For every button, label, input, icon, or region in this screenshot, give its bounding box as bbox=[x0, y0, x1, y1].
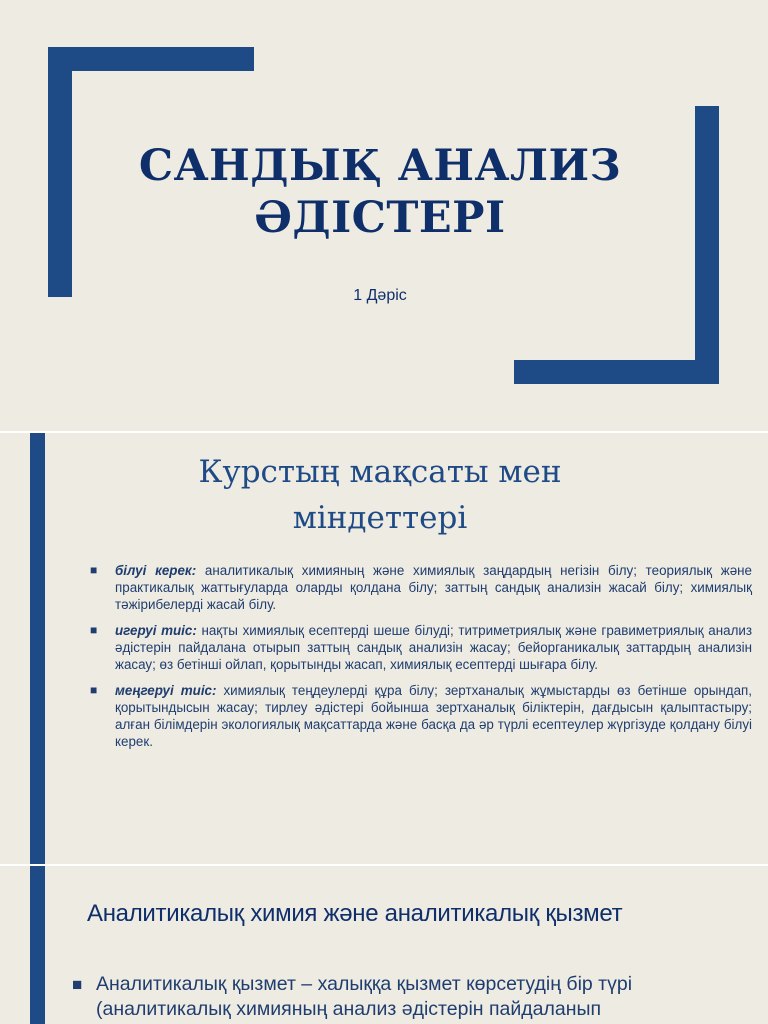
frame-bar-top-left-vertical bbox=[48, 47, 72, 297]
title-line: Курстың мақсаты мен bbox=[198, 454, 562, 490]
accent-bar-left bbox=[30, 433, 45, 864]
slide-heading bbox=[120, 449, 640, 541]
square-bullet-icon: ■ bbox=[90, 683, 98, 697]
goals-list bbox=[90, 562, 752, 759]
slide-title-heading bbox=[120, 140, 640, 244]
list-item bbox=[72, 972, 752, 1022]
lecture-number: 1 Дәріс bbox=[353, 287, 407, 304]
bullet-text-line: Аналитикалық қызмет – халыққа қызмет көрсетудің бір түрі bbox=[96, 973, 633, 995]
bullet-text: химиялық теңдеулерді құра білу; зертханалық жұмыстарды өз бетінше орындап, қорытындысын жасау; тирлеу әдістері бойынша зертханалық біліктерін, дағдысын қалыптастыру; алған білімдерін экологиялық мақсаттарда және басқа да әр түрлі есептеулер жүргізуде қолдану білуі керек. bbox=[115, 683, 752, 749]
list-item bbox=[90, 682, 752, 750]
bullet-term: игеруі тиіс: bbox=[115, 623, 197, 638]
accent-bar-left bbox=[30, 866, 45, 1024]
title-line: ӘДІСТЕРІ bbox=[254, 193, 506, 243]
list-item bbox=[90, 622, 752, 673]
list-item bbox=[90, 562, 752, 613]
slide-course-goals bbox=[0, 433, 768, 864]
title-line: САНДЫҚ АНАЛИЗ bbox=[138, 141, 622, 191]
bullet-term: білуі керек: bbox=[115, 563, 197, 578]
slide-heading: Аналитикалық химия және аналитикалық қызмет bbox=[87, 900, 623, 927]
frame-bar-top-left-horizontal bbox=[48, 47, 254, 71]
bullet-text-line: (аналитикалық химияның анализ әдістерін пайдаланып bbox=[96, 998, 602, 1020]
slide-title bbox=[0, 0, 768, 431]
bullet-text: нақты химиялық есептерді шеше білуді; титриметриялық және гравиметриялық анализ әдістерін пайдалана отырып заттың сандық анализін жасау; бейорганикалық заттардың анализін жасау; өз бетінші ойлап, қорытынды жасап, химиялық есептерді шығара білу. bbox=[115, 623, 752, 672]
square-bullet-icon: ■ bbox=[90, 563, 98, 577]
bullet-text: аналитикалық химияның және химиялық заңдардың негізін білу; теориялық және практикалық жаттығуларда оларды қолдана білу; заттың сандық анализін жасай білу; химиялық тәжірибелерді жасай білу. bbox=[115, 563, 752, 612]
bullet-term: меңгеруі тиіс: bbox=[115, 683, 217, 698]
frame-bar-bottom-right-horizontal bbox=[514, 360, 719, 384]
frame-bar-bottom-right-vertical bbox=[695, 106, 719, 384]
content-list bbox=[72, 972, 752, 1022]
title-line: міндеттері bbox=[292, 500, 468, 536]
square-bullet-icon: ■ bbox=[72, 975, 83, 994]
slide-analytical-service bbox=[0, 866, 768, 1024]
square-bullet-icon: ■ bbox=[90, 623, 98, 637]
